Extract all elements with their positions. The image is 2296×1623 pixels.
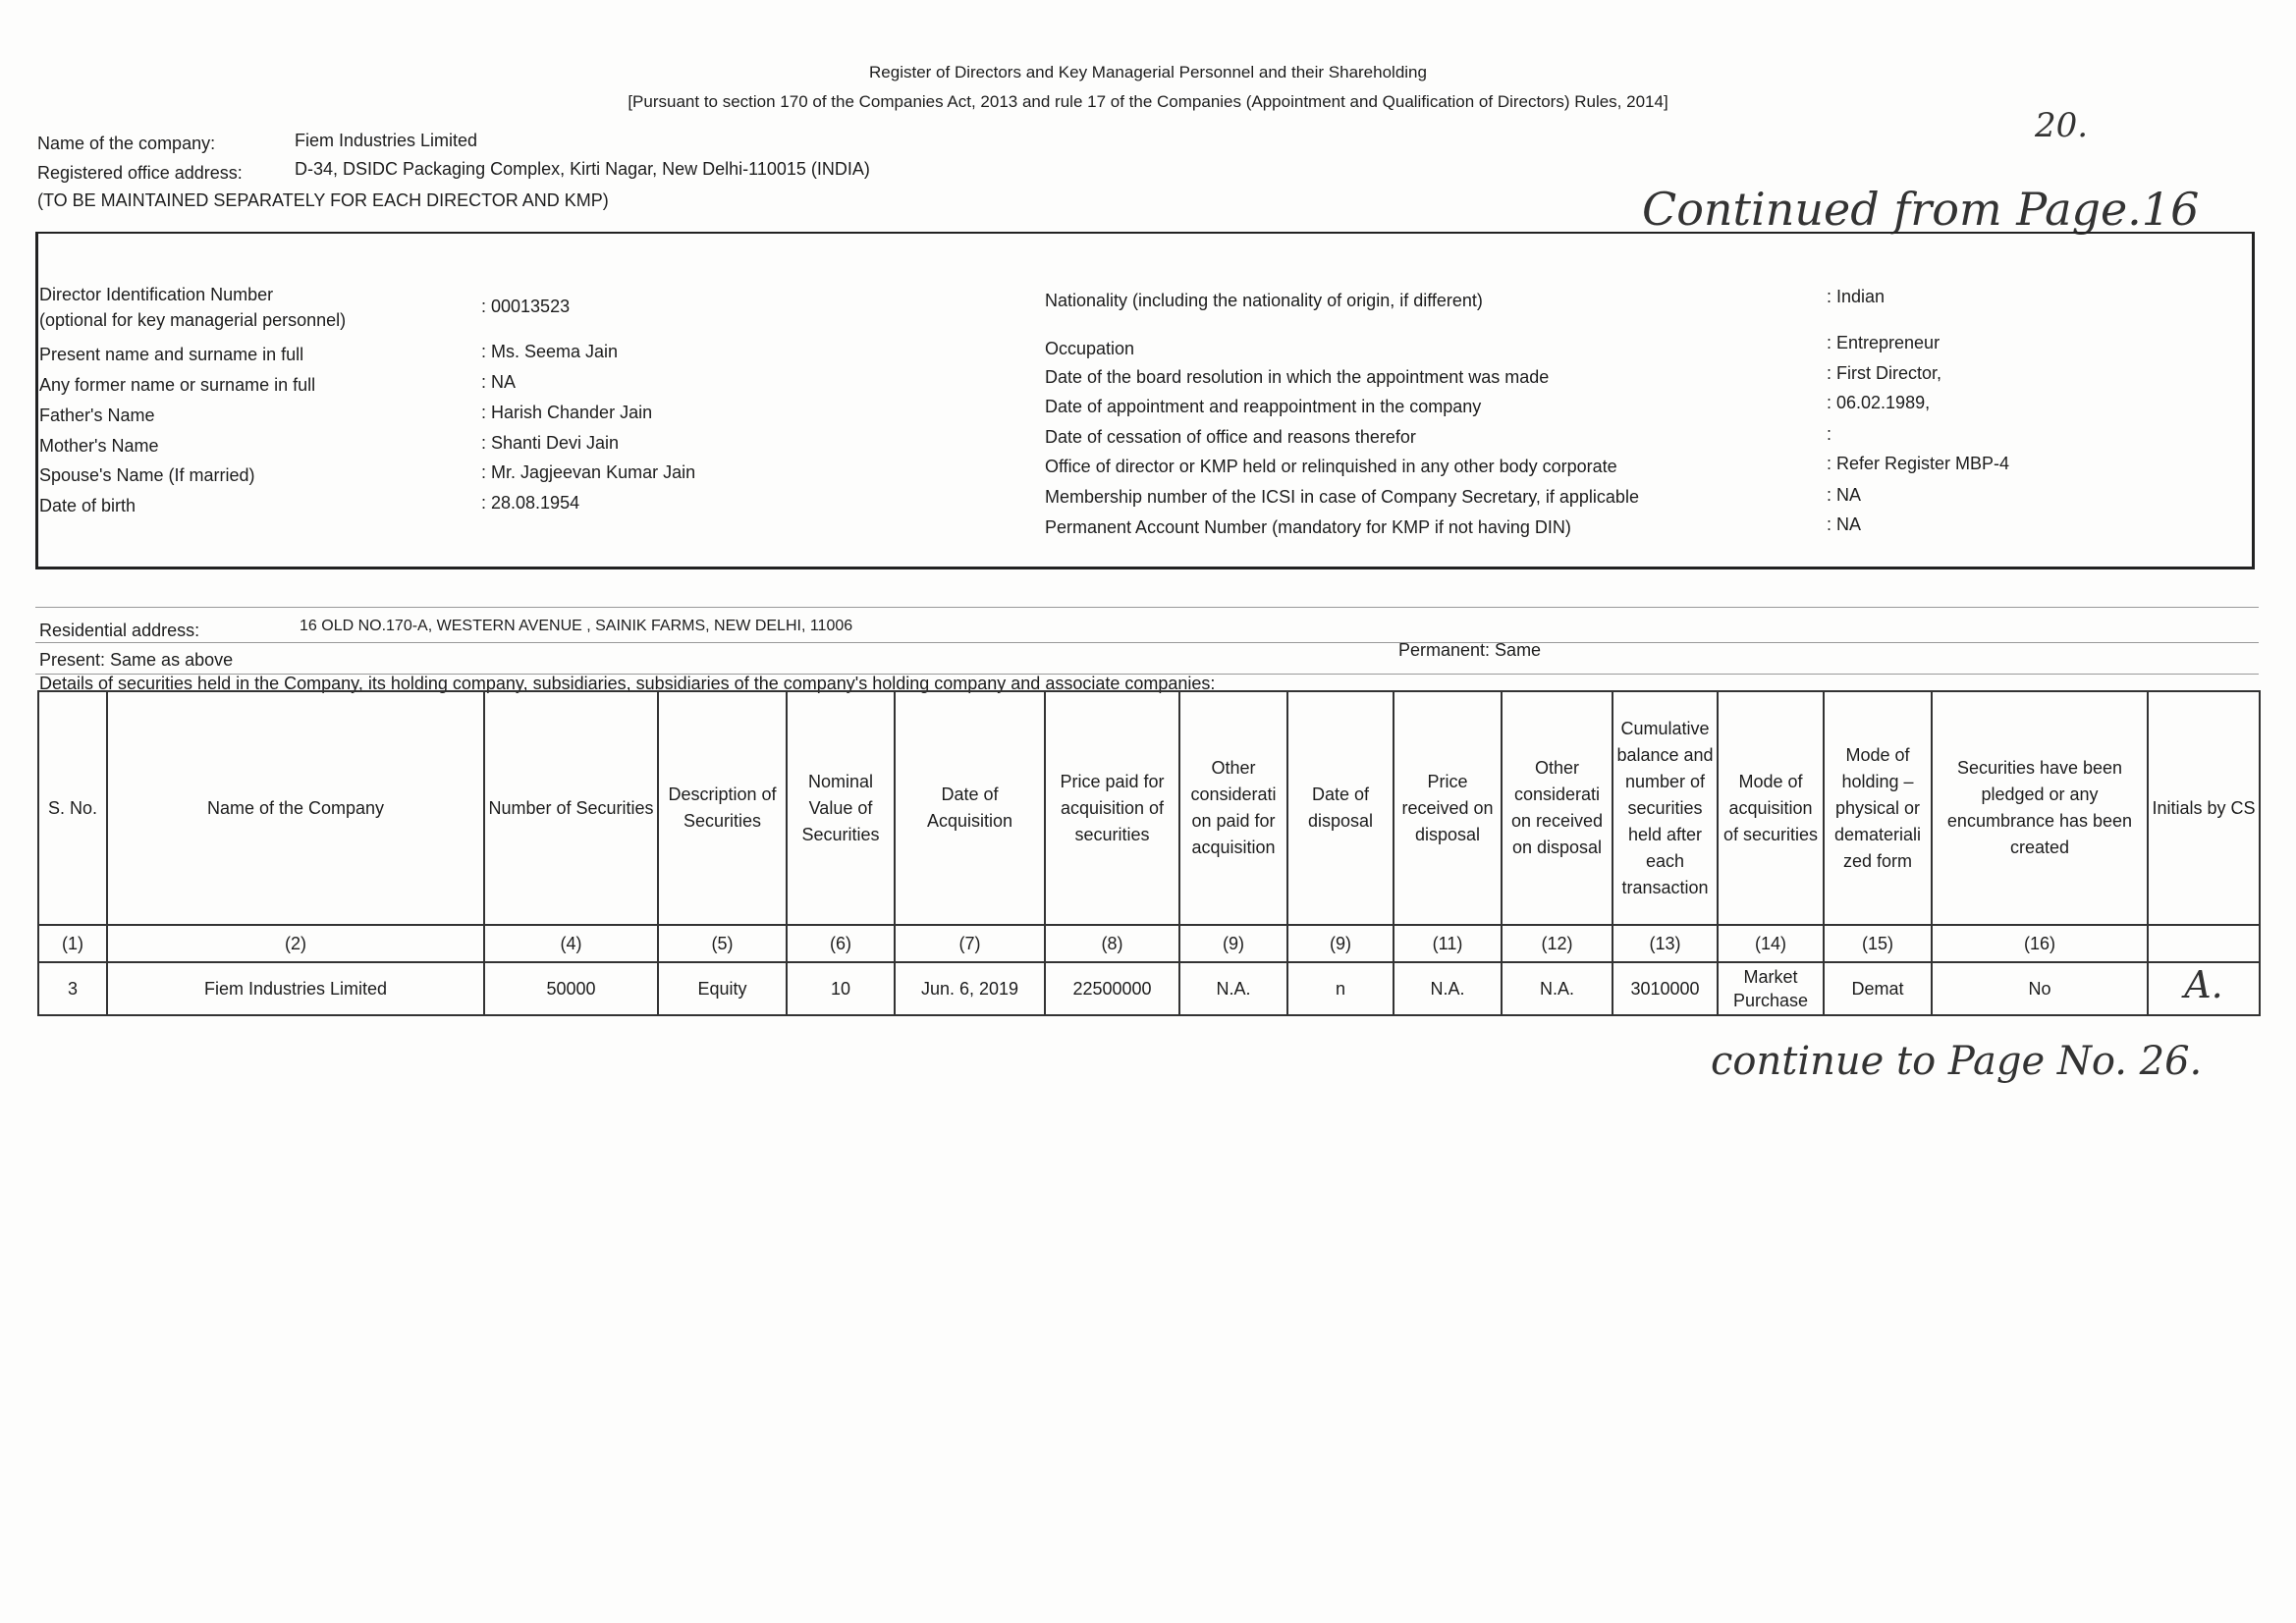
col-header-initials: Initials by CS xyxy=(2148,691,2260,925)
cell-price-paid: 22500000 xyxy=(1045,962,1179,1015)
present-name-label: Present name and surname in full xyxy=(39,345,304,364)
former-name-value: : NA xyxy=(481,372,517,392)
col-header-price-received: Price received on disposal xyxy=(1394,691,1502,925)
company-name-value: Fiem Industries Limited xyxy=(295,131,478,150)
securities-caption: Details of securities held in the Company, its holding company, subsidiaries, subsidiaries of the company's holding company and associate companies: xyxy=(39,674,1216,693)
cell-mode-of-holding: Demat xyxy=(1824,962,1932,1015)
col-header-description: Description of Securities xyxy=(658,691,787,925)
occupation-value: : Entrepreneur xyxy=(1827,333,1941,352)
continue-to-note: continue to Page No. 26. xyxy=(1711,1039,2203,1084)
din-value: : 00013523 xyxy=(481,297,571,316)
cell-other-consideration-received: N.A. xyxy=(1502,962,1613,1015)
col-number: (1) xyxy=(38,925,107,962)
registered-office-label: Registered office address: xyxy=(37,163,243,183)
col-number: (9) xyxy=(1179,925,1287,962)
present-address: Present: Same as above xyxy=(39,650,234,670)
col-header-nominal-value: Nominal Value of Securities xyxy=(787,691,895,925)
din-label: Director Identification Number xyxy=(39,285,274,304)
cell-date-of-disposal: n xyxy=(1287,962,1394,1015)
col-number: (9) xyxy=(1287,925,1394,962)
col-number: (5) xyxy=(658,925,787,962)
other-body-corporate-value: : Refer Register MBP-4 xyxy=(1827,454,2010,473)
col-header-date-of-disposal: Date of disposal xyxy=(1287,691,1394,925)
col-header-sno: S. No. xyxy=(38,691,107,925)
col-header-mode-of-holding: Mode of holding – physical or demateriali zed form xyxy=(1824,691,1932,925)
column-number-row xyxy=(38,925,2260,962)
spouse-name-value: : Mr. Jagjeevan Kumar Jain xyxy=(481,462,696,482)
col-header-company-name: Name of the Company xyxy=(107,691,484,925)
din-label-note: (optional for key managerial personnel) xyxy=(39,310,347,330)
col-header-other-consideration-paid: Other considerati on paid for acquisition xyxy=(1179,691,1287,925)
col-number: (14) xyxy=(1718,925,1824,962)
cell-description: Equity xyxy=(658,962,787,1015)
cessation-label: Date of cessation of office and reasons therefor xyxy=(1045,427,1416,447)
table-row xyxy=(38,962,2260,1015)
present-name-value: : Ms. Seema Jain xyxy=(481,342,619,361)
col-number: (13) xyxy=(1613,925,1718,962)
permanent-address: Permanent: Same xyxy=(1398,640,1542,660)
cell-price-received: N.A. xyxy=(1394,962,1502,1015)
cell-other-consideration-paid: N.A. xyxy=(1179,962,1287,1015)
father-name-label: Father's Name xyxy=(39,406,155,425)
icsi-membership-label: Membership number of the ICSI in case of Company Secretary, if applicable xyxy=(1045,487,1639,507)
col-header-pledged: Securities have been pledged or any encumbrance has been created xyxy=(1932,691,2148,925)
cell-initials xyxy=(2148,962,2260,1015)
cell-pledged: No xyxy=(1932,962,2148,1015)
col-header-mode-of-acquisition: Mode of acquisition of securities xyxy=(1718,691,1824,925)
cell-mode-of-acquisition: Market Purchase xyxy=(1718,962,1824,1015)
former-name-label: Any former name or surname in full xyxy=(39,375,316,395)
residential-address-label: Residential address: xyxy=(39,621,200,640)
col-number: (16) xyxy=(1932,925,2148,962)
cell-nominal-value: 10 xyxy=(787,962,895,1015)
col-number: (6) xyxy=(787,925,895,962)
securities-table xyxy=(37,690,2261,1016)
father-name-value: : Harish Chander Jain xyxy=(481,403,653,422)
registered-office-value: D-34, DSIDC Packaging Complex, Kirti Nagar, New Delhi-110015 (INDIA) xyxy=(295,159,870,179)
col-number: (4) xyxy=(484,925,658,962)
pan-value: : NA xyxy=(1827,514,1862,534)
date-of-birth-value: : 28.08.1954 xyxy=(481,493,580,513)
nationality-label: Nationality (including the nationality of origin, if different) xyxy=(1045,291,1483,310)
page-number: 20. xyxy=(2035,106,2089,145)
col-header-date-of-acquisition: Date of Acquisition xyxy=(895,691,1045,925)
register-subtitle: [Pursuant to section 170 of the Companies Act, 2013 and rule 17 of the Companies (Appointment and Qualification of Directors) Rules, 2014] xyxy=(628,92,1668,111)
cessation-value: : xyxy=(1827,424,1832,444)
col-number: (8) xyxy=(1045,925,1179,962)
board-resolution-label: Date of the board resolution in which the appointment was made xyxy=(1045,367,1550,387)
register-title: Register of Directors and Key Managerial Personnel and their Shareholding xyxy=(869,63,1427,81)
col-header-other-consideration-received: Other considerati on received on disposal xyxy=(1502,691,1613,925)
cell-company-name: Fiem Industries Limited xyxy=(107,962,484,1015)
cell-date-of-acquisition: Jun. 6, 2019 xyxy=(895,962,1045,1015)
maintenance-note: (TO BE MAINTAINED SEPARATELY FOR EACH DIRECTOR AND KMP) xyxy=(37,190,609,210)
mother-name-label: Mother's Name xyxy=(39,436,159,456)
date-of-birth-label: Date of birth xyxy=(39,496,137,515)
col-number xyxy=(2148,925,2260,962)
cell-sno: 3 xyxy=(38,962,107,1015)
board-resolution-value: : First Director, xyxy=(1827,363,1942,383)
col-header-price-paid: Price paid for acquisition of securities xyxy=(1045,691,1179,925)
appointment-date-value: : 06.02.1989, xyxy=(1827,393,1931,412)
other-body-corporate-label: Office of director or KMP held or relinquished in any other body corporate xyxy=(1045,457,1617,476)
mother-name-value: : Shanti Devi Jain xyxy=(481,433,620,453)
cs-initials-signature: A. xyxy=(2184,963,2223,1006)
col-number: (11) xyxy=(1394,925,1502,962)
address-top-rule xyxy=(35,607,2259,608)
col-number: (2) xyxy=(107,925,484,962)
continued-from-note: Continued from Page.16 xyxy=(1642,183,2200,236)
cell-cumulative-balance: 3010000 xyxy=(1613,962,1718,1015)
appointment-date-label: Date of appointment and reappointment in the company xyxy=(1045,397,1482,416)
col-number: (7) xyxy=(895,925,1045,962)
cell-number-of-securities: 50000 xyxy=(484,962,658,1015)
col-number: (15) xyxy=(1824,925,1932,962)
header-row xyxy=(38,691,2260,925)
col-header-number-of-securities: Number of Securities xyxy=(484,691,658,925)
company-name-label: Name of the company: xyxy=(37,134,216,153)
col-number: (12) xyxy=(1502,925,1613,962)
occupation-label: Occupation xyxy=(1045,339,1135,358)
icsi-membership-value: : NA xyxy=(1827,485,1862,505)
pan-label: Permanent Account Number (mandatory for KMP if not having DIN) xyxy=(1045,517,1571,537)
col-header-cumulative-balance: Cumulative balance and number of securities held after each transaction xyxy=(1613,691,1718,925)
address-mid-rule xyxy=(35,642,2259,643)
spouse-name-label: Spouse's Name (If married) xyxy=(39,465,255,485)
residential-address-value: 16 OLD NO.170-A, WESTERN AVENUE , SAINIK FARMS, NEW DELHI, 11006 xyxy=(300,618,853,634)
nationality-value: : Indian xyxy=(1827,287,1886,306)
